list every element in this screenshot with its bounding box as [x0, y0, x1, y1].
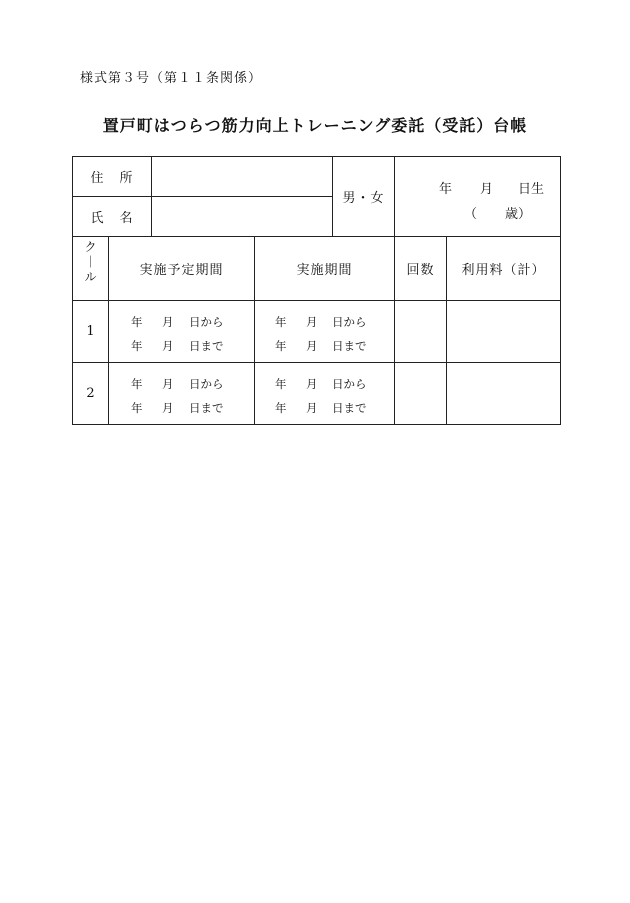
planned-period-header: [109, 236, 254, 300]
course-header-char-3: ル: [84, 270, 97, 284]
planned-to-year-1: 年: [131, 339, 143, 353]
planned-from-year-1: 年: [131, 315, 143, 329]
course-number-2: [73, 362, 108, 424]
address-label-char-1: 住: [90, 170, 104, 186]
actual-from-year-2: 年: [275, 377, 287, 391]
fee-header: [447, 236, 560, 300]
table-border-right: [560, 156, 561, 424]
fee-cell-1[interactable]: [447, 301, 560, 362]
actual-to-month-1: 月: [306, 339, 318, 353]
planned-period-label: 実施予定期間: [139, 262, 224, 278]
planned-from-month-2: 月: [162, 377, 174, 391]
actual-to-month-2: 月: [306, 401, 318, 415]
course-number-1: [73, 300, 108, 362]
actual-from-year-1: 年: [275, 315, 287, 329]
planned-from-day-1: 日から: [189, 315, 224, 329]
table-border-bottom: [72, 424, 561, 425]
address-label-char-2: 所: [119, 170, 133, 186]
planned-to-day-1: 日まで: [189, 339, 224, 353]
count-label: 回数: [406, 262, 435, 278]
actual-to-day-2: 日まで: [332, 401, 367, 415]
course-header: [73, 240, 108, 300]
name-field[interactable]: [152, 197, 332, 236]
name-label: [72, 196, 151, 236]
planned-period-cell-1[interactable]: [109, 301, 254, 362]
planned-to-month-1: 月: [162, 339, 174, 353]
planned-to-year-2: 年: [131, 401, 143, 415]
course-header-char-1: ク: [84, 240, 97, 254]
planned-from-day-2: 日から: [189, 377, 224, 391]
sex-selector[interactable]: [333, 156, 394, 236]
age-unit: 歳）: [505, 207, 532, 222]
actual-period-header: [255, 236, 394, 300]
course-number-2-text: 2: [86, 385, 95, 401]
fee-label: 利用料（計）: [461, 262, 546, 278]
address-field[interactable]: [152, 157, 332, 196]
count-cell-2[interactable]: [395, 363, 446, 424]
actual-period-cell-1[interactable]: [255, 301, 394, 362]
actual-to-day-1: 日まで: [332, 339, 367, 353]
planned-to-month-2: 月: [162, 401, 174, 415]
registry-table: [72, 156, 561, 424]
name-label-char-1: 氏: [90, 210, 104, 226]
actual-to-year-2: 年: [275, 401, 287, 415]
actual-period-label: 実施期間: [296, 262, 353, 278]
name-label-char-2: 名: [119, 210, 133, 226]
course-number-1-text: 1: [86, 323, 95, 339]
actual-to-year-1: 年: [275, 339, 287, 353]
planned-to-day-2: 日まで: [189, 401, 224, 415]
actual-from-month-2: 月: [306, 377, 318, 391]
col-divider-birth: [394, 156, 395, 236]
planned-from-month-1: 月: [162, 315, 174, 329]
address-label: [72, 156, 151, 196]
planned-period-cell-2[interactable]: [109, 363, 254, 424]
form-number: 様式第３号（第１１条関係）: [80, 71, 263, 86]
actual-from-day-1: 日から: [332, 315, 367, 329]
birth-day-unit: 日生: [518, 182, 545, 197]
fee-cell-2[interactable]: [447, 363, 560, 424]
birth-month-unit: 月: [480, 182, 494, 197]
count-header: [395, 236, 446, 300]
birth-year-unit: 年: [439, 182, 453, 197]
actual-from-day-2: 日から: [332, 377, 367, 391]
count-cell-1[interactable]: [395, 301, 446, 362]
course-header-char-2: ｜: [84, 255, 97, 269]
actual-period-cell-2[interactable]: [255, 363, 394, 424]
actual-from-month-1: 月: [306, 315, 318, 329]
planned-from-year-2: 年: [131, 377, 143, 391]
age-open-paren: （: [464, 207, 478, 222]
sex-options: 男・女: [342, 190, 385, 206]
document-title: 置戸町はつらつ筋力向上トレーニング委託（受託）台帳: [102, 116, 528, 135]
